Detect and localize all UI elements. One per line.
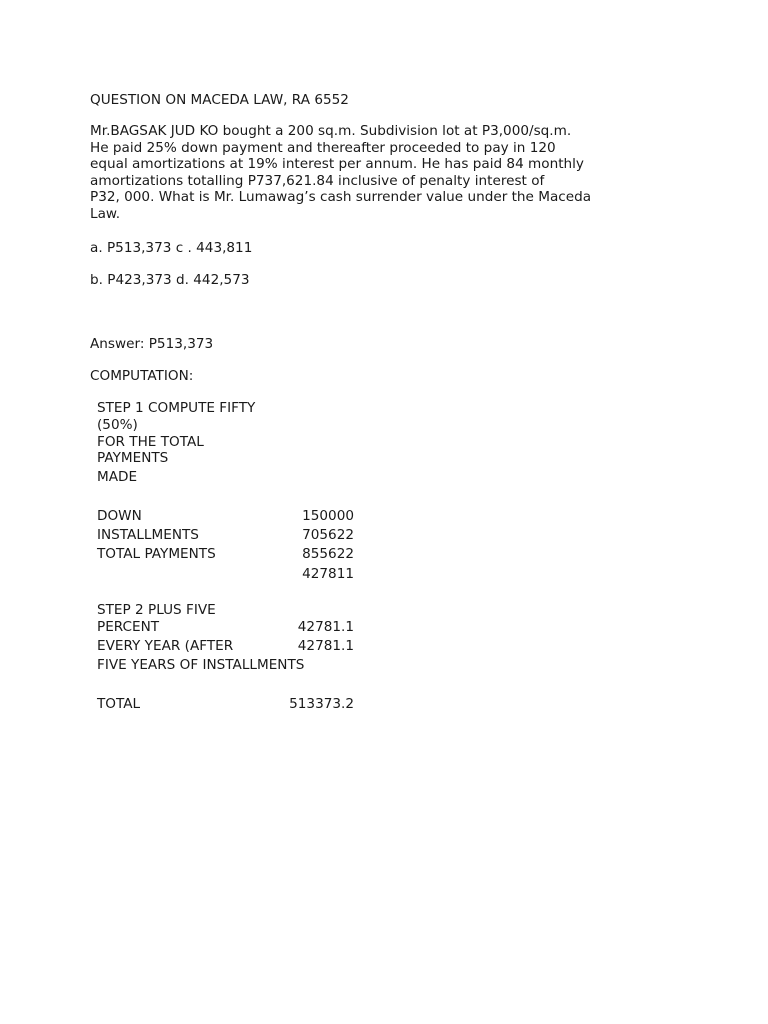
table-row-label: TOTAL PAYMENTS	[97, 546, 216, 562]
document-title: QUESTION ON MACEDA LAW, RA 6552	[90, 92, 349, 108]
step2-line: STEP 2 PLUS FIVE	[97, 602, 216, 618]
table-row-label: DOWN	[97, 508, 142, 524]
question-line: P32, 000. What is Mr. Lumawag’s cash surrender value under the Maceda	[90, 189, 592, 206]
table-row-value: 705622	[302, 527, 354, 543]
step2-row-label: PERCENT	[97, 619, 160, 635]
step1-block	[97, 400, 255, 486]
question-line: Law.	[90, 205, 121, 222]
choices-line-1: a. P513,373 c . 443,811	[90, 240, 253, 256]
step1-line: PAYMENTS	[97, 450, 169, 467]
question-paragraph	[90, 123, 591, 223]
step2-row-value: 42781.1	[297, 638, 354, 654]
computation-heading: COMPUTATION:	[90, 368, 194, 384]
step1-line: FOR THE TOTAL	[97, 433, 204, 450]
step1-line: MADE	[97, 469, 138, 486]
answer-line: Answer: P513,373	[90, 336, 214, 352]
question-line: Mr.BAGSAK JUD KO bought a 200 sq.m. Subdivision lot at P3,000/sq.m.	[90, 123, 572, 139]
choices-line-2: b. P423,373 d. 442,573	[90, 272, 250, 288]
step2-row-label: EVERY YEAR (AFTER	[97, 638, 234, 654]
step2-line: FIVE YEARS OF INSTALLMENTS	[97, 657, 305, 673]
step2-row-value: 42781.1	[297, 619, 354, 635]
table-row-value: 150000	[302, 508, 354, 524]
total-label: TOTAL	[97, 696, 141, 712]
question-line: equal amortizations at 19% interest per annum. He has paid 84 monthly	[90, 156, 584, 173]
total-value: 513373.2	[289, 696, 354, 712]
table-row-value: 427811	[302, 566, 354, 582]
step1-line: STEP 1 COMPUTE FIFTY	[97, 400, 256, 416]
table-row-label: INSTALLMENTS	[97, 527, 199, 543]
question-line: He paid 25% down payment and thereafter proceeded to pay in 120	[90, 139, 556, 156]
table-row-value: 855622	[302, 546, 354, 562]
step1-line: (50%)	[97, 416, 138, 433]
question-line: amortizations totalling P737,621.84 inclusive of penalty interest of	[90, 172, 545, 189]
